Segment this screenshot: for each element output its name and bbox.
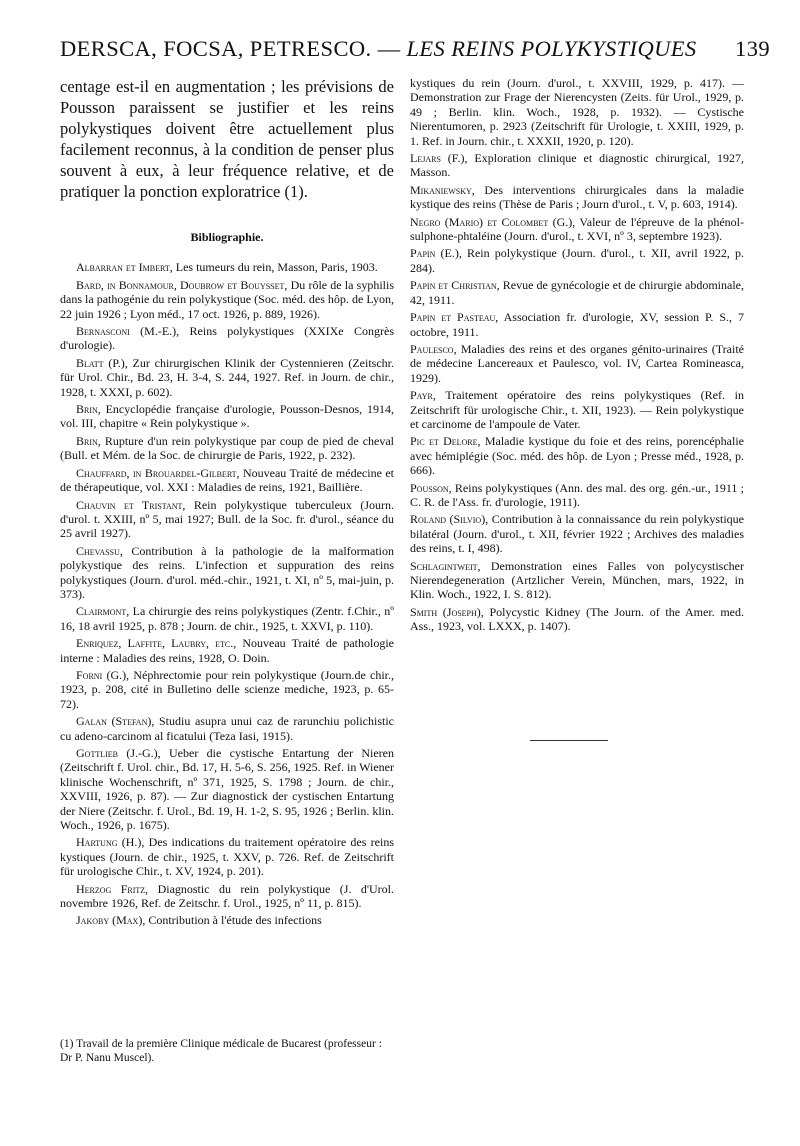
entry-author: Gottlieb (J.-G.),	[76, 746, 161, 760]
entry-author: Pic et Delore,	[410, 434, 481, 449]
running-header	[60, 36, 770, 62]
bibliography-entry	[60, 356, 394, 399]
entry-author: Smith (Joseph),	[410, 604, 484, 619]
bibliography-entry	[60, 260, 394, 274]
entry-author: Schlagintweit,	[410, 558, 481, 573]
entry-author: Papin et Pasteau,	[410, 310, 499, 325]
entry-text: Valeur de l'épreuve de la phénol-sulphone-phtaléine (Journ. d'urol., t. XVI, nº 3, septembre 1923).	[410, 214, 745, 244]
bibliography-entry	[410, 388, 744, 431]
entry-text: Maladie kystique du foie et des reins, porencéphalie avec hémiplégie (Soc. méd. des hôp. de Lyon ; Presse méd., 1928, p. 666).	[410, 434, 744, 478]
bibliography-entry	[410, 215, 744, 244]
entry-author: Clairmont,	[76, 604, 130, 619]
bibliography-entry	[60, 278, 394, 321]
bibliography-entry	[410, 481, 744, 510]
bibliography-entry	[410, 434, 744, 477]
bibliography-entry	[410, 512, 744, 555]
footnote: (1) Travail de la première Clinique médicale de Bucarest (professeur : Dr P. Nanu Muscel).	[60, 1038, 382, 1064]
entry-author: Brin,	[76, 402, 101, 417]
bibliography-entry	[60, 402, 394, 431]
entry-text: Traitement opératoire des reins polykystiques (Ref. in Zeitschrift für urologische Chir., t. XII, 1923). — Rein polykystique et carcinome de l'ampoule de Vater.	[410, 388, 744, 431]
entry-text: Nouveau Traité de médecine et de thérapeutique, vol. XXI : Maladies de reins, 1921, Baillière.	[60, 465, 394, 495]
entry-text: Les tumeurs du rein, Masson, Paris, 1903.	[172, 260, 378, 275]
entry-text: Nouveau Traité de pathologie interne : Maladies des reins, 1928, O. Doin.	[60, 636, 394, 665]
entry-text: Revue de gynécologie et de chirurgie abdominale, 42, 1911.	[410, 278, 744, 307]
bibliography-entry	[60, 604, 394, 633]
entry-author: Bernasconi (M.-E.),	[76, 324, 180, 339]
entry-text: Polycystic Kidney (The Journ. of the Amer. med. Ass., 1923, vol. LXXX, p. 1407).	[410, 604, 744, 634]
entry-text: Demonstration eines Falles von polycystischer Nierendegeneration (Artzlicher Verein, München, mars, 1922, in Klin. Woch., 1922, I. S. 812).	[410, 558, 744, 602]
entry-author: Hartung (H.),	[76, 835, 145, 850]
entry-author: Albarran et Imbert,	[76, 260, 173, 275]
bibliography-entry	[410, 183, 744, 212]
entry-text: Néphrectomie pour rein polykystique (Journ.de chir., 1923, p. 208, cité in Bulletino delle scienze mediche, 1923, p. 65-72).	[60, 667, 394, 711]
entry-author: Negro (Mario) et Colombet (G.),	[410, 214, 576, 229]
bibliography-entry	[60, 913, 394, 927]
entry-text: kystiques du rein (Journ. d'urol., t. XXVIII, 1929, p. 417). — Demonstration zur Frage der Nierencysten (Zeits. für Urol., 1929, p. 49 ; Berlin. klin. Woch., 1928, p. 1932). — Cystische Nierentumoren, p. 2923 (Zeitschrift für Urologie, t. XXIII, 1929, p. 1. Ref. in Journ. chir., t. XXXII, 1920, p. 120).	[410, 76, 744, 148]
bibliography-entry	[60, 714, 394, 743]
bibliography-entry	[60, 746, 394, 832]
right-column	[410, 76, 744, 637]
entry-author: Payr,	[410, 388, 436, 403]
entry-text: Des indications du traitement opératoire des reins kystiques (Journ. de chir., 1925, t. XXV, p. 726. Ref. de Zeitschrift für urologische Chir., t. XV, 1924, p. 201).	[60, 835, 394, 879]
entry-text: La chirurgie des reins polykystiques (Zentr. f.Chir., nº 16, 18 avril 1925, p. 878 ; Journ. de chir., 1925, t. XXVI, p. 110).	[60, 604, 394, 633]
entry-author: Herzog Fritz,	[76, 881, 149, 896]
intro-paragraph: centage est-il en augmentation ; les prévisions de Pousson paraissent se justifier et les reins polykystiques doivent être actuellement plus facilement reconnus, à la condition de penser plus souvent à eux, à leur fréquence relative, et de pratiquer la ponction exploratrice (1).	[60, 77, 394, 201]
entry-text: Diagnostic du rein polykystique (J. d'Urol. novembre 1926, Ref. de Zeitschr. f. Urol., 1925, nº 11, p. 815).	[60, 881, 394, 911]
entry-author: Papin et Christian,	[410, 278, 500, 293]
header-authors: DERSCA, FOCSA, PETRESCO. —	[60, 36, 407, 61]
entry-author: Forni (G.),	[76, 667, 130, 682]
entry-author: Chauvin et Tristant,	[76, 497, 186, 512]
entry-author: Brin,	[76, 433, 101, 448]
bibliography-entry	[60, 636, 394, 665]
bibliography-list-right	[410, 76, 744, 634]
bibliography-entry	[60, 434, 394, 463]
bibliography-entry	[60, 498, 394, 541]
entry-author: Roland (Silvio),	[410, 512, 489, 527]
entry-author: Pousson,	[410, 480, 452, 495]
entry-text: Exploration clinique et diagnostic chirurgical, 1927, Masson.	[410, 151, 744, 180]
bibliography-entry	[410, 605, 744, 634]
entry-text: Association fr. d'urologie, XV, session P. S., 7 octobre, 1911.	[410, 310, 745, 339]
entry-author: Lejars (F.),	[410, 151, 468, 166]
entry-text: Rein polykystique tuberculeux (Journ. d'urol. t. XXIII, nº 5, mai 1927; Bull. de la Soc. fr. d'urol., séance du 25 avril 1927).	[60, 497, 395, 541]
entry-author: Paulesco,	[410, 341, 457, 356]
bibliography-entry	[60, 835, 394, 878]
entry-author: Mikaniewsky,	[410, 182, 475, 197]
header-title: LES REINS POLYKYSTIQUES	[406, 36, 697, 61]
left-column	[60, 76, 394, 931]
entry-author: Jakoby (Max),	[76, 913, 146, 928]
entry-author: Blatt (P.),	[76, 355, 128, 370]
bibliography-entry	[410, 559, 744, 602]
entry-text: Des interventions chirurgicales dans la maladie kystique des reins (Thèse de Paris ; Journ d'urol., t. V, p. 603, 1914).	[410, 182, 744, 212]
end-divider	[530, 740, 608, 741]
bibliography-entry	[410, 278, 744, 307]
bibliography-entry	[60, 544, 394, 602]
bibliography-entry	[60, 324, 394, 353]
entry-text: Ueber die cystische Entartung der Nieren (Zeitschrift f. Urol. chir., Bd. 17, H. 5-6, S. 256, 1925. Ref. in Wiener klinische Wochenschrift, nº 371, 1925, S. 1798 ; Journ. de chir., XXVIII, 1926, p. 87). — Zur diagnostick der cystischen Entartung der Niere (Zeitschr. f. Urol., Bd. 19, H. 1-2, S. 95, 1926 ; Berlin. klin. Woch., 1926, p. 1675).	[60, 746, 394, 833]
bibliography-entry	[410, 342, 744, 385]
bibliography-entry	[410, 310, 744, 339]
entry-text: Studiu asupra unui caz de rarunchiu polichistic cu adeno-carcinom al ficatului (Teza Iasi, 1915).	[60, 714, 394, 743]
entry-text: Contribution à la pathologie de la malformation polykystique des reins. L'infection et suppuration des reins polykystiques (Journ. d'urol. méd.-chir., 1921, t. XI, nº 5, mai-juin, p. 373).	[60, 543, 394, 601]
entry-text: Du rôle de la syphilis dans la pathogénie du rein polykystique (Soc. méd. des hôp. de Lyon, 22 juin 1926 ; Lyon méd., 17 oct. 1926, p. 889, 1926).	[60, 277, 394, 321]
entry-author: Chevassu,	[76, 543, 123, 558]
bibliography-list-left	[60, 260, 394, 927]
entry-author: Bard, in Bonnamour, Doubrow et Bouysset,	[76, 277, 288, 292]
entry-text: Contribution à la connaissance du rein polykystique bilatéral (Journ. d'urol., t. XII, février 1922 ; Archives des maladies des reins, t. I, 498).	[410, 512, 744, 556]
bibliography-entry	[60, 668, 394, 711]
entry-author: Papin (E.),	[410, 246, 462, 261]
entry-text: Reins polykystiques (Ann. des mal. des org. gén.-ur., 1911 ; C. R. de l'Ass. fr. d'urologie, 1911).	[410, 480, 744, 509]
bibliography-entry	[410, 151, 744, 180]
entry-author: Galan (Stefan),	[76, 714, 155, 729]
page-number: 139	[735, 36, 770, 61]
entry-text: Zur chirurgischen Klinik der Cystennieren (Zeitschr. für Urol. Chir., Bd. 23, H. 3-4, S. 244, 1927. Ref. in Journ. de chir., 1928, t. XXXI, p. 602).	[60, 355, 395, 399]
entry-author: Chauffard, in Brouardel-Gilbert,	[76, 465, 240, 480]
entry-text: Rein polykystique (Journ. d'urol., t. XII, avril 1922, p. 284).	[410, 246, 744, 275]
entry-text: Maladies des reins et des organes génito-urinaires (Traité de médecine Lancereaux et Paulesco, vol. IV, Cartea Romineasca, 1929).	[410, 341, 744, 385]
bibliography-entry	[410, 246, 744, 275]
bibliography-heading: Bibliographie.	[190, 230, 264, 244]
bibliography-entry	[410, 76, 744, 148]
entry-text: Rupture d'un rein polykystique par coup de pied de cheval (Bull. et Mém. de la Soc. de chirurgie de Paris, 1922, p. 232).	[60, 433, 394, 463]
entry-text: Encyclopédie française d'urologie, Pousson-Desnos, 1914, vol. III, chapitre « Rein polykystique ».	[60, 402, 394, 431]
entry-text: Reins polykystiques (XXIXe Congrès d'urologie).	[60, 324, 394, 353]
entry-author: Enriquez, Laffite, Laubry, etc.,	[76, 636, 237, 651]
bibliography-entry	[60, 466, 394, 495]
entry-text: Contribution à l'étude des infections	[145, 913, 322, 928]
bibliography-entry	[60, 882, 394, 911]
